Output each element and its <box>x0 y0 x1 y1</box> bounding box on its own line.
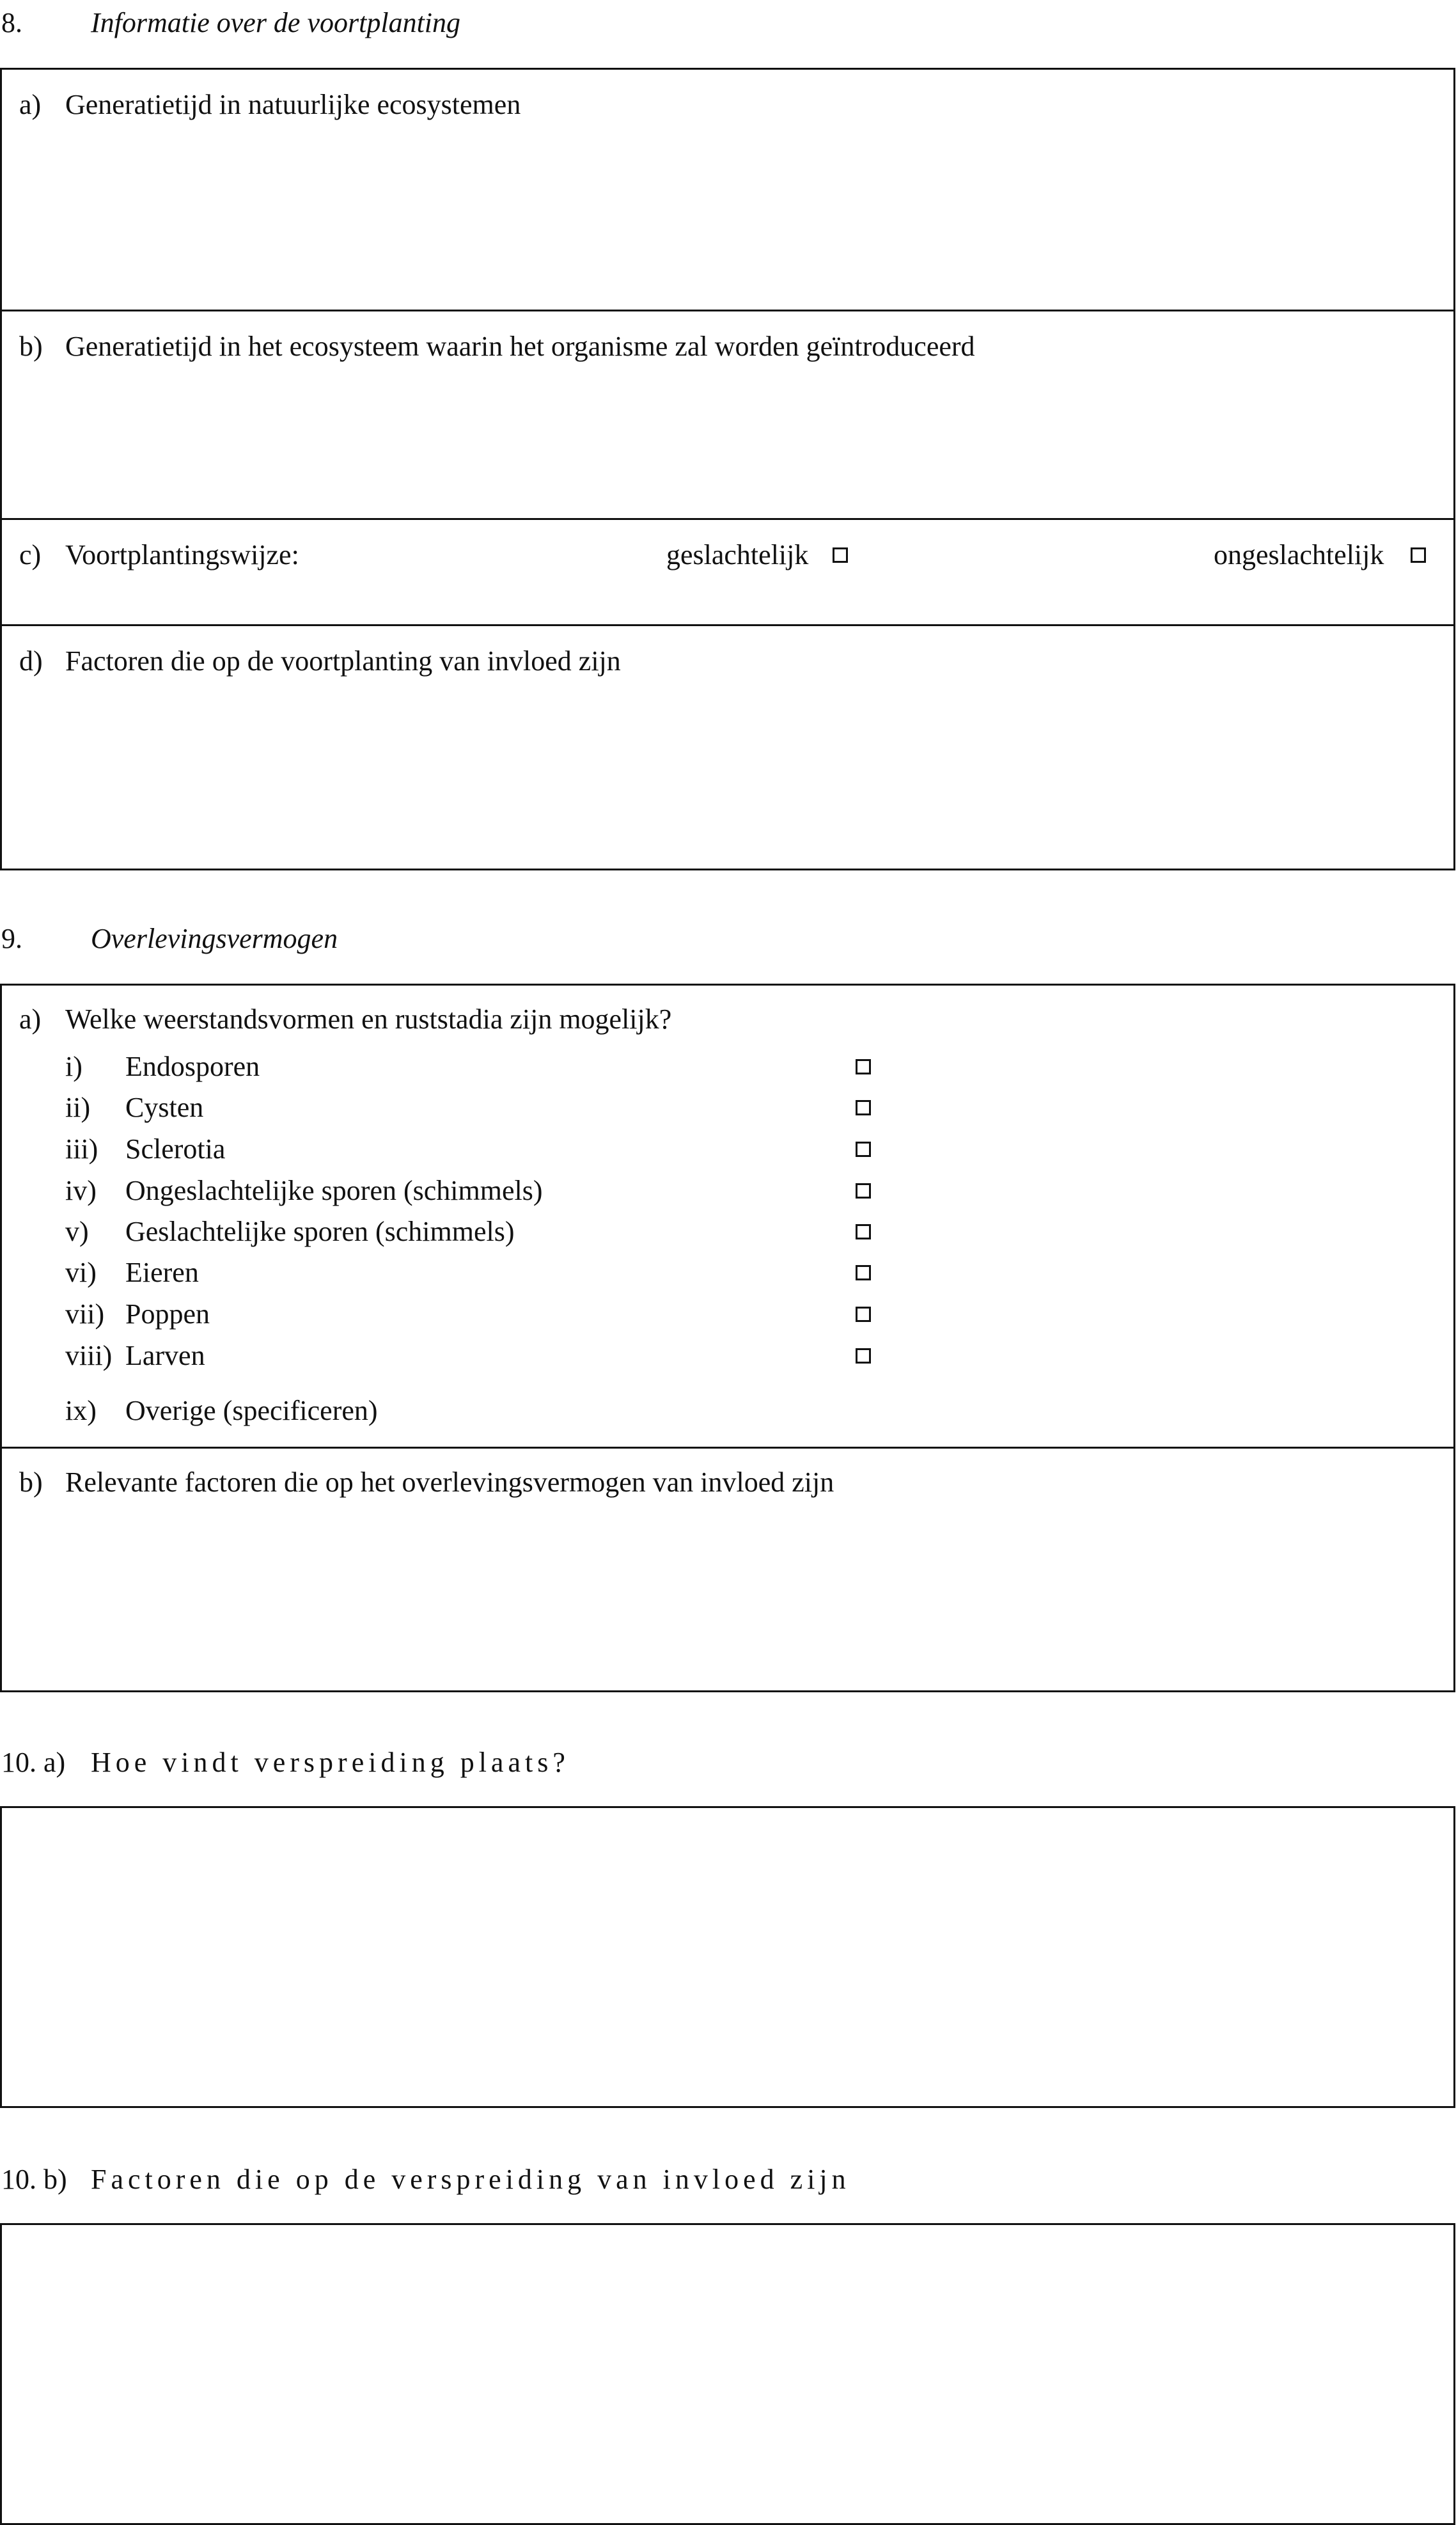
generation-time-natural-answer-area[interactable] <box>9 134 1446 302</box>
list-item-number: vii) <box>65 1298 105 1330</box>
section-8-title: Informatie over de voortplanting <box>91 7 461 38</box>
sexual-checkbox[interactable] <box>833 547 848 563</box>
larven-checkbox[interactable] <box>856 1348 871 1364</box>
survival-factors-answer-area[interactable] <box>9 1512 1446 1683</box>
section-10b-number: 10. b) <box>1 2164 67 2195</box>
sclerotia-checkbox[interactable] <box>856 1142 871 1157</box>
generation-time-natural-label: Generatietijd in natuurlijke ecosystemen <box>65 89 521 120</box>
sexual-spores-checkbox[interactable] <box>856 1224 871 1239</box>
list-item-label: Eieren <box>125 1257 199 1288</box>
list-item-number: iv) <box>65 1175 97 1206</box>
reproduction-factors-label: Factoren die op de voortplanting van invloed zijn <box>65 645 621 677</box>
reproduction-mode-label: Voortplantingswijze: <box>65 539 299 570</box>
other-specify-label: Overige (specificeren) <box>125 1395 378 1426</box>
item-a-letter: a) <box>19 1003 42 1035</box>
divider <box>0 518 1455 520</box>
list-item-label: Sclerotia <box>125 1133 226 1165</box>
sexual-option-label: geslachtelijk <box>666 539 809 570</box>
item-a-letter: a) <box>19 89 42 120</box>
reproduction-factors-answer-area[interactable] <box>9 691 1446 862</box>
item-b-letter: b) <box>19 331 43 362</box>
divider <box>0 624 1455 626</box>
list-item-number: vi) <box>65 1257 97 1288</box>
survival-factors-label: Relevante factoren die op het overlevingsvermogen van invloed zijn <box>65 1467 834 1498</box>
spread-method-answer-box[interactable] <box>0 1806 1455 2108</box>
divider <box>0 310 1455 311</box>
list-item-number: ix) <box>65 1395 97 1426</box>
endosporen-checkbox[interactable] <box>856 1059 871 1074</box>
list-item-number: i) <box>65 1051 82 1082</box>
list-item-label: Ongeslachtelijke sporen (schimmels) <box>125 1175 543 1206</box>
cysten-checkbox[interactable] <box>856 1100 871 1115</box>
generation-time-target-answer-area[interactable] <box>9 376 1446 510</box>
eieren-checkbox[interactable] <box>856 1265 871 1280</box>
asexual-option-label: ongeslachtelijk <box>1214 539 1384 570</box>
section-9-number: 9. <box>1 923 22 954</box>
section-8-number: 8. <box>1 7 22 38</box>
list-item-number: viii) <box>65 1340 113 1371</box>
list-item-number: iii) <box>65 1133 98 1165</box>
asexual-checkbox[interactable] <box>1411 547 1426 563</box>
item-d-letter: d) <box>19 645 43 677</box>
list-item-label: Cysten <box>125 1092 204 1123</box>
list-item-number: v) <box>65 1216 89 1247</box>
section-10a-number: 10. a) <box>1 1747 66 1778</box>
list-item-label: Geslachtelijke sporen (schimmels) <box>125 1216 515 1247</box>
divider <box>0 1447 1455 1449</box>
spread-factors-answer-box[interactable] <box>0 2223 1455 2525</box>
list-item-label: Poppen <box>125 1298 210 1330</box>
asexual-spores-checkbox[interactable] <box>856 1183 871 1199</box>
section-10a-title: Hoe vindt verspreiding plaats? <box>91 1747 570 1778</box>
list-item-label: Endosporen <box>125 1051 260 1082</box>
section-10b-title: Factoren die op de verspreiding van invloed zijn <box>91 2164 850 2195</box>
item-b-letter: b) <box>19 1467 43 1498</box>
resistance-forms-question: Welke weerstandsvormen en ruststadia zijn mogelijk? <box>65 1003 672 1035</box>
item-c-letter: c) <box>19 539 42 570</box>
list-item-label: Larven <box>125 1340 205 1371</box>
section-9-title: Overlevingsvermogen <box>91 923 338 954</box>
generation-time-target-label: Generatietijd in het ecosysteem waarin het organisme zal worden geïntroduceerd <box>65 331 975 362</box>
list-item-number: ii) <box>65 1092 91 1123</box>
poppen-checkbox[interactable] <box>856 1307 871 1322</box>
